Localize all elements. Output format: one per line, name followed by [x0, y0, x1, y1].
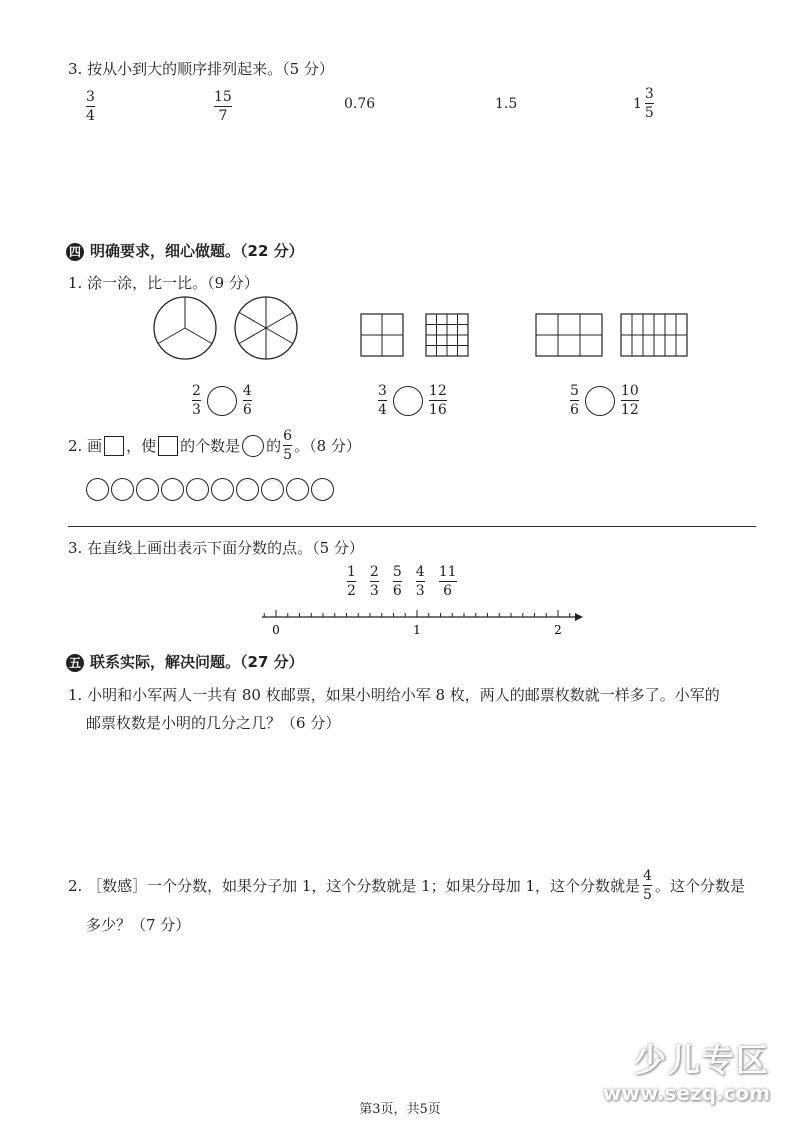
small-circle	[186, 478, 209, 501]
small-circle	[311, 478, 334, 501]
page-footer: 第3页，共5页	[359, 1102, 441, 1117]
small-circle	[86, 478, 109, 501]
rect-twelfths	[621, 314, 687, 356]
nl-frac-1: $\frac{1}{2}$	[347, 564, 356, 599]
section-4-title: 四 明确要求，细心做题。（22 分）	[66, 240, 304, 261]
rect-sixths	[536, 314, 602, 356]
nl-frac-4: $\frac{4}{3}$	[415, 564, 425, 599]
circle-thirds	[154, 297, 216, 359]
q3-order-title: 3. 按从小到大的顺序排列起来。（5 分）	[68, 60, 334, 78]
s4-q2-title: 2. 画 ，使 的个数是 的 $\frac{6}{5}$ 。（8 分）	[68, 428, 361, 463]
square-quarters	[361, 314, 403, 356]
small-circle	[236, 478, 259, 501]
order-item-5: 1 $\frac{3}{5}$	[633, 86, 654, 121]
section-5-title: 五 联系实际，解决问题。（27 分）	[66, 651, 304, 672]
circle-sixths	[235, 297, 297, 359]
small-circle	[111, 478, 134, 501]
s5-q2-line2: 多少？（7 分）	[86, 916, 191, 934]
divider-line	[68, 526, 756, 527]
watermark: 少儿专区 www.sezq.com	[602, 1041, 770, 1105]
axis-label-2: 2	[554, 623, 562, 637]
nl-frac-3: $\frac{5}{6}$	[392, 564, 402, 599]
order-item-4: 1.5	[495, 96, 518, 112]
order-item-3: 0.76	[344, 96, 376, 112]
s5-q1-line1: 1. 小明和小军两人一共有 80 枚邮票，如果小明给小军 8 枚，两人的邮票枚数就一样多了。小军的	[68, 686, 720, 704]
square-symbol	[104, 436, 124, 456]
compare-circle-3[interactable]	[585, 386, 615, 416]
compare-1: $\frac{2}{3}$ $\frac{4}{6}$	[192, 383, 252, 418]
small-circle	[136, 478, 159, 501]
nl-frac-2: $\frac{2}{3}$	[369, 564, 379, 599]
nl-frac-5: $\frac{11}{6}$	[438, 564, 457, 599]
circle-row	[86, 478, 334, 501]
numberline-fractions	[347, 564, 457, 599]
s5-q1-line2: 邮票枚数是小明的几分之几？（6 分）	[86, 714, 341, 732]
small-circle	[161, 478, 184, 501]
compare-circle-1[interactable]	[207, 386, 237, 416]
square-symbol	[158, 436, 178, 456]
axis-label-0: 0	[272, 623, 280, 637]
s5-q2-line1: 2. ［数感］一个分数，如果分子加 1，这个分数就是 1；如果分母加 1，这个分数就是 $\frac{4}{5}$ 。这个分数是	[68, 868, 745, 903]
small-circle	[286, 478, 309, 501]
circle-symbol	[242, 435, 264, 457]
number-line[interactable]	[0, 608, 800, 638]
s4-q1-title: 1. 涂一涂，比一比。（9 分）	[68, 274, 259, 292]
small-circle	[261, 478, 284, 501]
small-circle	[211, 478, 234, 501]
shading-figures	[0, 295, 800, 365]
compare-2: $\frac{3}{4}$ $\frac{12}{16}$	[378, 383, 447, 418]
s4-q3-title: 3. 在直线上画出表示下面分数的点。（5 分）	[68, 539, 364, 557]
order-item-2: $\frac{15}{7}$	[214, 89, 232, 124]
compare-circle-2[interactable]	[393, 386, 423, 416]
axis-label-1: 1	[413, 623, 421, 637]
compare-3: $\frac{5}{6}$ $\frac{10}{12}$	[570, 383, 639, 418]
section-4-badge: 四	[66, 243, 84, 261]
section-5-badge: 五	[66, 654, 84, 672]
square-sixteenths	[426, 314, 468, 356]
order-item-1: $\frac{3}{4}$	[86, 89, 95, 124]
